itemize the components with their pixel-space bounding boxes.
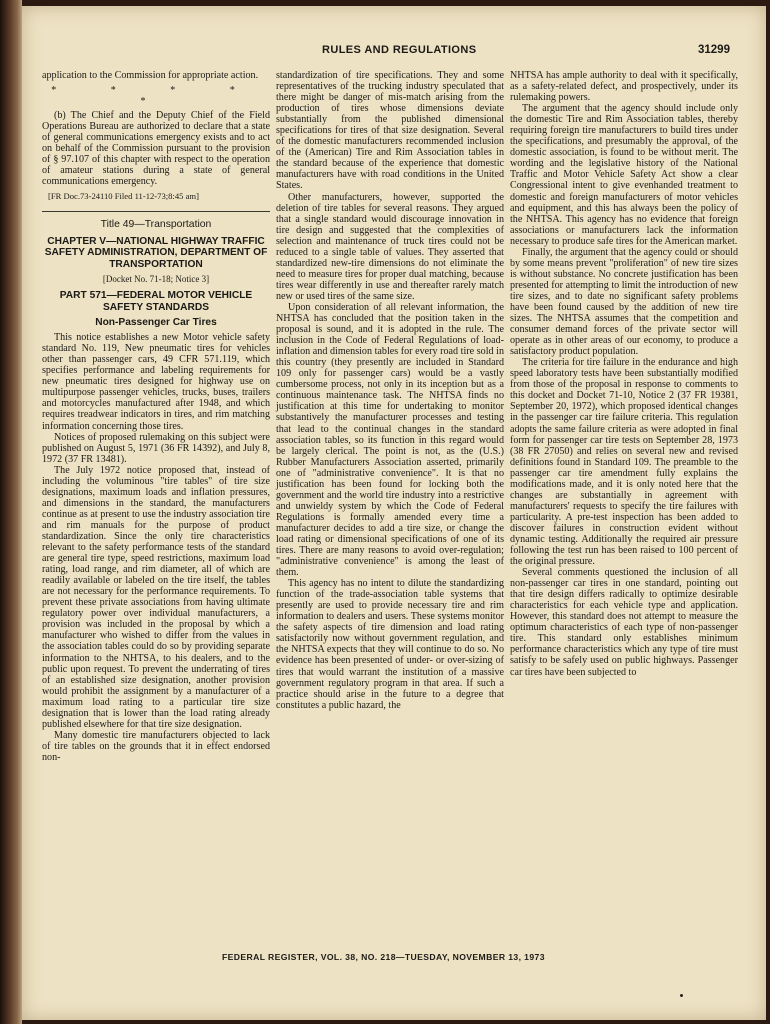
- paragraph: The criteria for tire failure in the endurance and high speed laboratory tests have been substantially modified from those of the proposal in response to comments to this docket and Docket 71-10, Notice 2 (37 FR 19381, September 20, 1972), which proposed identical changes in the passenger car tire failure criteria. This regulation adopts the same failure criteria as were adopted in final form for passenger car tire tests on September 28, 1973 (38 FR 27050) and relies on several new and revised definitions found in Standard 109. The preamble to the passenger car tire amendment fully explains the modifications made, and it is only noted here that the changes are substantially in agreement with manufacturers' requests to specify the tire failures with particularity. A pre-test inspection has been added to discover failures in construction evident without dynamic testing. Additionally the required air pressure following the test run has been raised to 100 percent of the original pressure.: [510, 357, 738, 568]
- part-heading: PART 571—FEDERAL MOTOR VEHICLE SAFETY STANDARDS: [59, 290, 253, 313]
- page-number: 31299: [698, 44, 730, 56]
- paragraph: The July 1972 notice proposed that, instead of including the voluminous "tire tables" of tire size designations, maximum loads and inflation pressures, and dimensions in the standard, the manufacturers continue as at present to use the industry association tire and rim manuals for the purpose of product standardization. Since the only tire characteristics relevant to the safety performance tests of the standard are general tire type, speed restrictions, maximum load rating, load range, and rim diameter, all of which are readily available or labeled on the tire itself, the tables are not necessary for the performance requirements. To prevent these private associations from having ultimate regulatory power over individual manufacturers, a provision was included in the proposal by which a manufacturer who wished to differ from the values in the association tables could do so by providing separate information to the NHTSA, to his dealers, and to the public upon request. To prevent the underrating of tires of an established size designation, another provision would prohibit the assignment by a manufacturer of a maximum load rating to a particular tire size designation that is lower than the load rating already published elsewhere for that tire size designation.: [42, 464, 270, 730]
- paragraph: (b) The Chief and the Deputy Chief of the Field Operations Bureau are authorized to declare that a state of general communications emergency exists and to act on behalf of the Commission pursuant to the provision of § 97.107 of this chapter with respect to the operation of amateur stations during a state of general communications emergency.: [42, 110, 270, 188]
- subject-heading: Non-Passenger Car Tires: [95, 317, 217, 329]
- section-divider: [42, 211, 270, 212]
- running-header-title: RULES AND REGULATIONS: [322, 44, 477, 56]
- paragraph: Upon consideration of all relevant information, the NHTSA has concluded that the position taken in the proposal is sound, and it is adopted in the rule. The inclusion in the Code of Federal Regulations of load-inflation and dimension tables for every road tire sold in this country (they presently are included in Standard 109 only for passenger cars) would be a vastly cumbersome process, not only in its inception but as a continuous maintenance task. The NHTSA finds no justification at this time for undertaking to monitor substantively the manufacturer processes and testing that lead to the continual changes in the standard association tables, so its function in this regard would be largely clerical. The point is not, as the (U.S.) Rubber Manufacturers Association asserted, primarily one of "administrative convenience". It is that no justification has been found for locking both the government and the world tire industry into a restrictive and unwieldy system by which the Code of Federal Regulations is formally amended every time a manufacturer decides to add a tire size, or change the load rating or dimensional specifications of one of its tires. There are many reasons to avoid over-regulation; "administrative convenience" is among the least of them.: [276, 301, 504, 579]
- paper-speck: [680, 994, 683, 997]
- document-page: [22, 6, 766, 1020]
- page-binding-edge: [0, 0, 22, 1024]
- docket-number: [Docket No. 71-18; Notice 3]: [102, 274, 210, 285]
- paragraph: Several comments questioned the inclusion of all non-passenger car tires in one standard, pointing out that tire design differs radically to optimize desirable characteristics for each vehicle type and application. However, this standard does not attempt to measure the optimum characteristics of each type of non-passenger tire. This standard only establishes minimum performance characteristics which any type of tire must satisfy to be safely used on public highways. Passenger car tires have been subjected to: [510, 567, 738, 678]
- paragraph: Many domestic tire manufacturers objected to lack of tire tables on the grounds that it in effect endorsed non-: [42, 729, 270, 763]
- paragraph: This agency has no intent to dilute the standardizing function of the trade-association table systems that presently are used to provide necessary tire and rim information to dealers and users. These systems monitor the safety aspects of tire dimension and load rating satisfactorily now without government regulation, and the NHTSA expects that they will continue to do so. No evidence has been presented of under- or over-sizing of tires that would warrant the institution of a massive government regulatory program in that area. If such a practice should arise in the future to a degree that constitutes a public hazard, the: [276, 578, 504, 711]
- paragraph: Notices of proposed rulemaking on this subject were published on August 5, 1971 (36 FR 14392), and July 8, 1972 (37 FR 13481).: [42, 431, 270, 465]
- title-heading: Title 49—Transportation: [100, 218, 212, 230]
- paragraph: This notice establishes a new Motor vehicle safety standard No. 119, New pneumatic tires for vehicles other than passenger cars, 49 CFR 571.119, which specifies performance and labeling requirements for new pneumatic tires designed for highway use on multipurpose passenger vehicles, trucks, buses, trailers and motorcycles manufactured after 1948, and which requires treadwear indicators in tires, and rim matching information concerning those tires.: [42, 332, 270, 432]
- paragraph: application to the Commission for appropriate action.: [42, 70, 259, 81]
- paragraph: NHTSA has ample authority to deal with it specifically, as a safety-related defect, and prospectively, under its rulemaking powers.: [510, 70, 738, 104]
- omission-stars: * * * * *: [51, 85, 261, 108]
- text-column-2: [276, 70, 504, 711]
- paragraph: The argument that the agency should include only the domestic Tire and Rim Association tables, thereby requiring foreign tire manufacturers to build tires under the specifications, and presumably the approval, of the domestic association, is found to be without merit. The wording and the legislative history of the National Traffic and Motor Vehicle Safety Act show a clear Congressional intent to give evenhanded treatment to domestic and foreign manufacturers of motor vehicles and equipment, and this has always been the policy of the NHTSA. This agency has no evidence that foreign associations or manufacturers lack the information necessary to produce safe tires for the American market.: [510, 103, 738, 247]
- paragraph: standardization of tire specifications. They and some representatives of the trucking industry speculated that there might be danger of mis-match arising from the production of tires whose dimensions deviate substantially from the published dimensional specifications for tires of that size designation. Several of the domestic manufacturers recommended inclusion of the (American) Tire and Rim Association tables in the standard because of the experience that domestic manufacturers have with road conditions in the United States.: [276, 70, 504, 192]
- paragraph: Other manufacturers, however, supported the deletion of tire tables for several reasons. They argued that a single standard would discourage innovation in tire design and suggested that the complexities of selection and maintenance of truck tires could not be reduced to a single table of values. They asserted that standardized new-tire dimensions do not eliminate the need to measure tires for proper dual matching, because tires wear differently in use and thereafter rarely match new or used tires of the same size.: [276, 191, 504, 302]
- fr-doc-note: [FR Doc.73-24110 Filed 11-12-73;8:45 am]: [48, 191, 199, 202]
- text-column-1: [42, 70, 270, 763]
- paragraph: Finally, the argument that the agency could or should by some means prevent "proliferation" of new tire sizes is without substance. No concrete justification has been presented for attempting to limit the introduction of new tire sizes, and to date no significant safety problems have been found caused by the addition of new tire sizes. The NHTSA assumes that the competition and consumer demand forces of the private sector will operate as in other areas of our economy, to produce a satisfactory product population.: [510, 246, 738, 358]
- text-column-3: [510, 70, 738, 678]
- page-footer: FEDERAL REGISTER, VOL. 38, NO. 218—TUESDAY, NOVEMBER 13, 1973: [222, 952, 545, 962]
- chapter-heading: CHAPTER V—NATIONAL HIGHWAY TRAFFIC SAFETY ADMINISTRATION, DEPARTMENT OF TRANSPORTATION: [44, 235, 268, 270]
